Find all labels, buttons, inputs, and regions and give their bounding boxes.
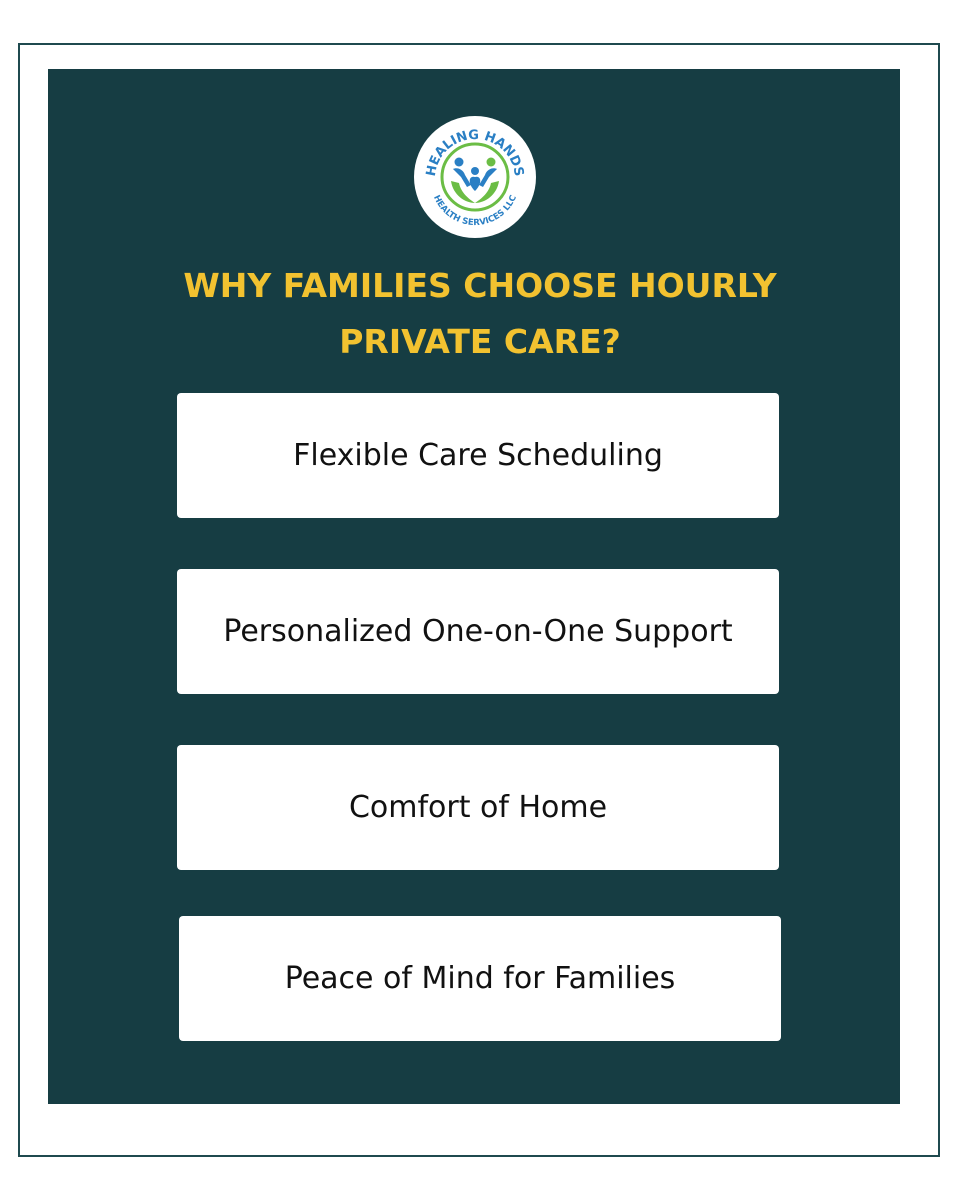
reason-card-peace-of-mind — [179, 916, 781, 1041]
healing-hands-logo — [413, 115, 537, 239]
reason-card-comfort-of-home — [177, 745, 779, 870]
reason-card-flexible-scheduling — [177, 393, 779, 518]
reason-card-label: Flexible Care Scheduling — [293, 438, 663, 473]
reason-card-label: Personalized One-on-One Support — [223, 614, 733, 649]
page-title — [100, 258, 860, 370]
title-line-2: PRIVATE CARE? — [339, 322, 621, 361]
logo-bottom-text: HEALTH SERVICES LLC — [431, 193, 519, 229]
reason-card-label: Peace of Mind for Families — [284, 961, 676, 996]
logo-graphic — [413, 115, 537, 239]
reason-card-label: Comfort of Home — [348, 790, 608, 825]
reason-card-personalized-support — [177, 569, 779, 694]
title-line-1: WHY FAMILIES CHOOSE HOURLY — [183, 266, 777, 305]
logo-top-text: HEALING HANDS — [423, 127, 527, 178]
